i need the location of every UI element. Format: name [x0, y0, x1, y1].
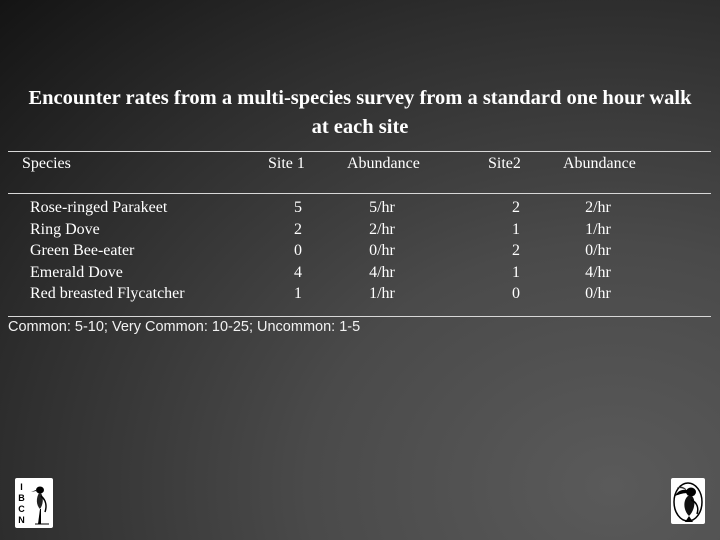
- site2-count-cell: 1: [512, 220, 520, 238]
- site2-count-cell: 2: [512, 242, 520, 260]
- ibcn-logo: [15, 478, 53, 528]
- table-header-rule: [8, 193, 711, 194]
- slide-title: Encounter rates from a multi-species survey from a standard one hour walk at each site: [28, 87, 692, 138]
- site2-count-cell: 2: [512, 199, 520, 216]
- site1-count-cell: 5: [294, 199, 302, 216]
- site2-column: [505, 197, 527, 305]
- abundance1-cell: 5/hr: [369, 199, 395, 216]
- header-site1: Site 1: [268, 155, 305, 172]
- site1-count-cell: 0: [294, 242, 302, 260]
- hornbill-emblem-icon: [671, 478, 705, 524]
- abundance2-cell: 4/hr: [585, 263, 611, 281]
- species-cell: Ring Dove: [30, 220, 100, 238]
- species-column: [30, 197, 185, 305]
- abundance2-cell: 2/hr: [585, 199, 611, 216]
- site2-count-cell: 1: [512, 263, 520, 281]
- svg-text:C: C: [18, 504, 25, 514]
- hornbill-logo: [671, 478, 705, 524]
- site1-column: [287, 197, 309, 305]
- abundance-footnote: Common: 5-10; Very Common: 10-25; Uncommon: 1-5: [8, 319, 361, 335]
- species-cell: Green Bee-eater: [30, 242, 135, 260]
- svg-text:B: B: [18, 493, 25, 503]
- abundance1-cell: 1/hr: [369, 285, 395, 303]
- abundance2-column: [578, 197, 618, 305]
- header-site2: Site2: [488, 155, 521, 172]
- table-bottom-rule: [8, 316, 711, 317]
- site1-count-cell: 4: [294, 263, 302, 281]
- ibcn-bird-logo-icon: [15, 478, 53, 528]
- header-abundance2: Abundance: [563, 155, 636, 172]
- site2-count-cell: 0: [512, 285, 520, 303]
- abundance2-cell: 0/hr: [585, 242, 611, 260]
- species-cell: Rose-ringed Parakeet: [30, 199, 168, 216]
- site1-count-cell: 1: [294, 285, 302, 303]
- abundance1-column: [362, 197, 402, 305]
- header-species: Species: [22, 155, 71, 172]
- species-cell: Emerald Dove: [30, 263, 123, 281]
- species-cell: Red breasted Flycatcher: [30, 285, 185, 303]
- abundance1-cell: 0/hr: [369, 242, 395, 260]
- table-top-rule: [8, 151, 711, 152]
- svg-text:I: I: [20, 482, 23, 492]
- svg-text:N: N: [18, 515, 25, 525]
- abundance2-cell: 1/hr: [585, 220, 611, 238]
- header-abundance1: Abundance: [347, 155, 420, 172]
- abundance1-cell: 2/hr: [369, 220, 395, 238]
- abundance2-cell: 0/hr: [585, 285, 611, 303]
- abundance1-cell: 4/hr: [369, 263, 395, 281]
- site1-count-cell: 2: [294, 220, 302, 238]
